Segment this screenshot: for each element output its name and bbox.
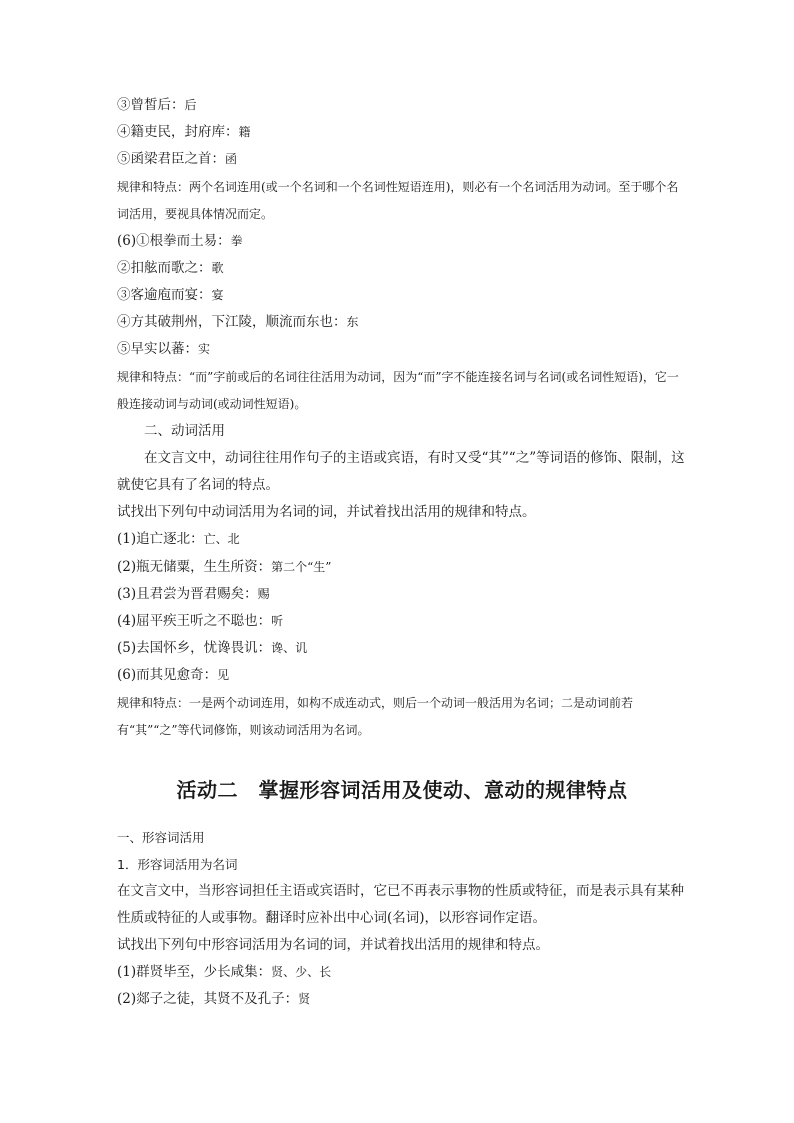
list-item: [117, 282, 687, 309]
list-item: [117, 255, 687, 282]
rule-text: 两个名词连用(或一个名词和一个名词性短语连用)，则必有一个名词活用为动词。至于哪个名词活用，要视具体情况而定。: [117, 179, 679, 221]
rule-paragraph: [117, 690, 687, 744]
rule-text: “而”字前或后的名词往往活用为动词，因为“而”字不能连接名词与名词(或名词性短语)，它一般连接动词与动词(或动词性短语)。: [117, 369, 679, 411]
question-text: ④籍吏民，封府库：: [117, 124, 239, 141]
rule-label: 规律和特点：: [117, 695, 190, 710]
answer-text: 东: [346, 315, 359, 330]
activity-title: 活动二 掌握形容词活用及使动、意动的规律特点: [176, 777, 628, 802]
answer-text: 实: [198, 342, 211, 357]
answer-text: 赐: [257, 586, 270, 601]
question-text: ⑤函梁君臣之首：: [117, 151, 225, 168]
answer-text: 后: [184, 98, 197, 112]
answer-text: 谗、讥: [271, 641, 308, 656]
list-item: [117, 581, 687, 608]
subsection-heading: 1．形容词活用为名词: [117, 856, 238, 872]
answer-text: 见: [217, 668, 230, 683]
list-item: [117, 309, 687, 336]
question-text: (2)瓶无储粟，生生所资：: [117, 558, 272, 575]
list-item: [117, 336, 687, 363]
rule-paragraph: [117, 364, 687, 418]
task-instruction: 试找出下列句中动词活用为名词的词，并试着找出活用的规律和特点。: [117, 504, 536, 521]
question-text: (1)追亡逐北：: [117, 531, 204, 548]
answer-text: 宴: [211, 288, 224, 303]
list-item: [117, 228, 687, 255]
question-text: (4)屈平疾王听之不聪也：: [117, 613, 272, 630]
rule-label: 规律和特点：: [117, 179, 190, 194]
question-text: ③曾皙后：: [117, 97, 185, 113]
question-text: (6)而其见愈奇：: [117, 667, 218, 684]
answer-text: 贤、少、长: [271, 965, 332, 980]
answer-text: 拳: [230, 233, 243, 248]
answer-text: 籍: [238, 125, 251, 140]
body-paragraph: 在文言文中，当形容词担任主语或宾语时，它已不再表示事物的性质或特征，而是表示具有某种性质或特征的人或事物。翻译时应补出中心词(名词)，以形容词作定语。: [117, 882, 684, 926]
question-text: ②扣舷而歌之：: [117, 259, 212, 276]
answer-text: 第二个“生”: [271, 559, 332, 574]
rule-paragraph: [117, 174, 687, 228]
answer-text: 听: [271, 614, 284, 629]
rule-text: 一是两个动词连用，如构不成连动式，则后一个动词一般活用为名词；二是动词前若有“其”“之”等代词修饰，则该动词活用为名词。: [117, 695, 634, 737]
section-heading: 二、动词活用: [144, 422, 225, 439]
answer-text: 函: [225, 152, 238, 167]
question-text: (6)①根拳而土易：: [117, 232, 231, 249]
question-text: (3)且君尝为晋君赐矣：: [117, 585, 258, 602]
list-item: [117, 146, 687, 173]
list-item: [117, 119, 687, 146]
answer-text: 贤: [298, 992, 311, 1007]
list-item: [117, 554, 687, 581]
answer-text: 歌: [211, 260, 224, 275]
answer-text: 亡、北: [203, 532, 240, 547]
question-text: ⑤早实以蕃：: [117, 341, 198, 358]
body-paragraph: 在文言文中，动词往往用作句子的主语或宾语，有时又受“其”“之”等词语的修饰、限制，这就使它具有了名词的特点。: [117, 449, 685, 494]
task-instruction: 试找出下列句中形容词活用为名词的词，并试着找出活用的规律和特点。: [117, 937, 549, 954]
list-item: [117, 959, 687, 986]
list-item: [117, 662, 687, 689]
rule-label: 规律和特点：: [117, 369, 190, 384]
document-page: [117, 92, 687, 1014]
section-heading: 一、形容词活用: [117, 829, 205, 845]
list-item: [117, 608, 687, 635]
list-item: [117, 92, 687, 119]
list-item: [117, 635, 687, 662]
list-item: [117, 526, 687, 553]
question-text: ③客逾庖而宴：: [117, 287, 212, 304]
question-text: (2)郯子之徒，其贤不及孔子：: [117, 991, 299, 1008]
question-text: (5)去国怀乡，忧谗畏讥：: [117, 640, 272, 657]
question-text: ④方其破荆州，下江陵，顺流而东也：: [117, 314, 347, 331]
list-item: [117, 986, 687, 1013]
question-text: (1)群贤毕至，少长咸集：: [117, 964, 272, 981]
